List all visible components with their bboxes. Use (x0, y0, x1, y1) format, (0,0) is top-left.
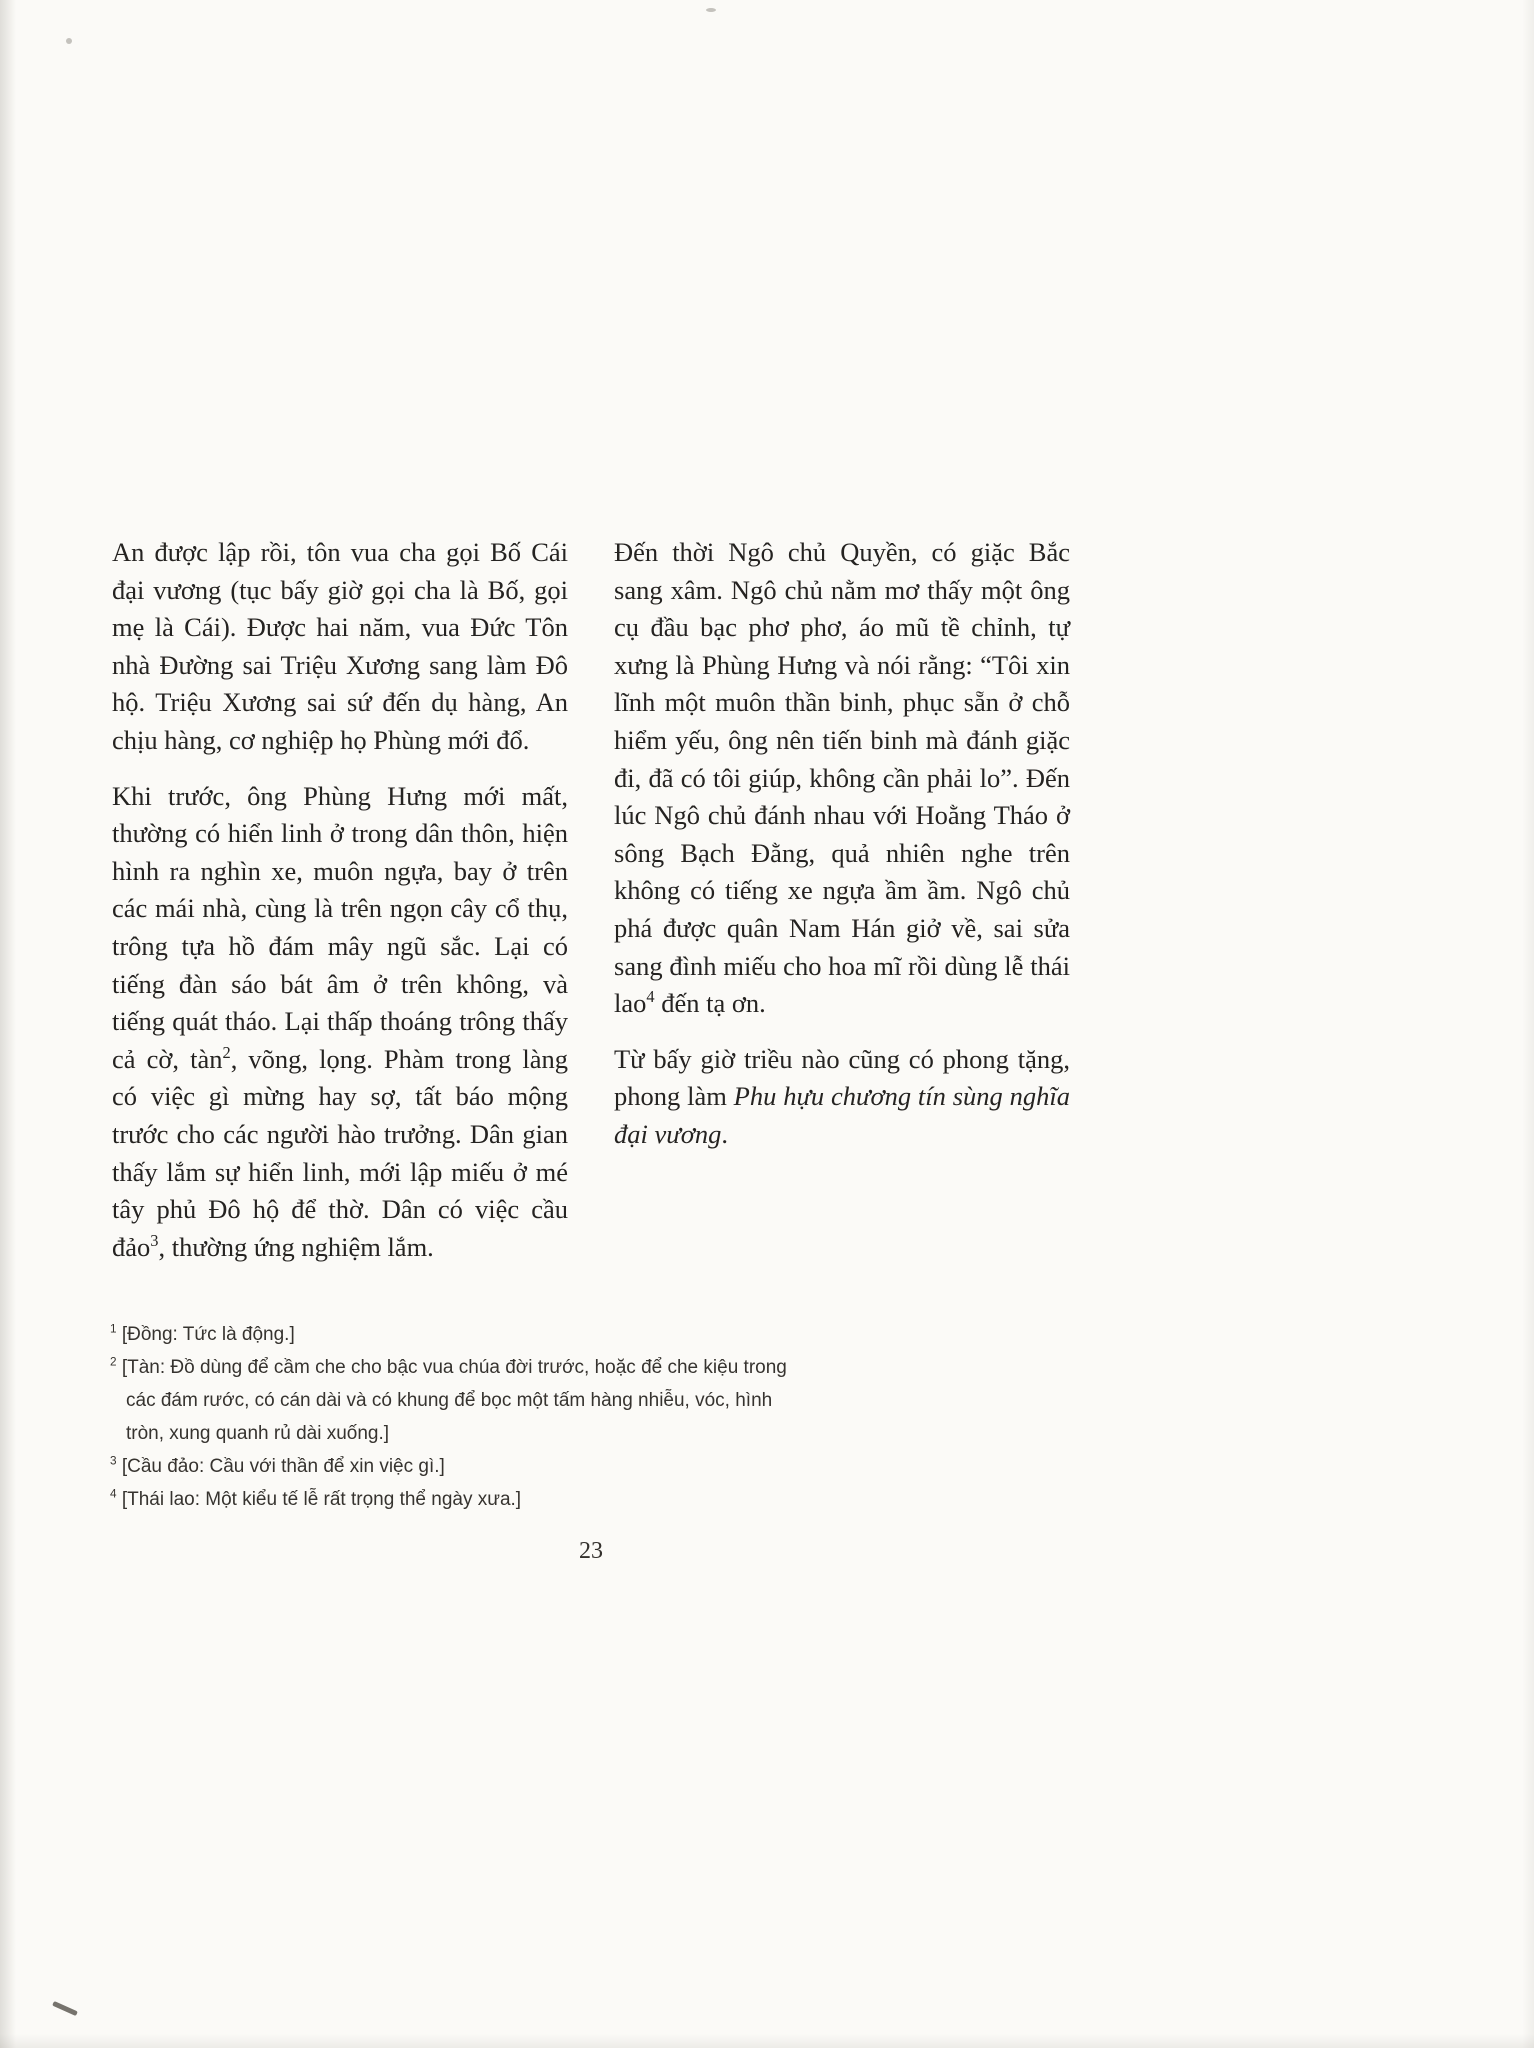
scan-artifact (52, 2001, 78, 2016)
footnote-marker: 4 (646, 987, 655, 1007)
text-run: , thường ứng nghiệm lắm. (158, 1231, 434, 1262)
text-columns (112, 534, 1070, 1266)
text-run: đến tạ ơn. (654, 988, 766, 1019)
text-run: [Đồng: Tức là động.] (116, 1324, 295, 1345)
paragraph (614, 534, 1070, 1023)
scan-speck (706, 8, 716, 12)
footnote-marker: 3 (150, 1230, 159, 1250)
footnotes (110, 1318, 790, 1516)
footnote (110, 1351, 790, 1450)
text-run: Khi trước, ông Phùng Hưng mới mất, thường có hiển linh ở trong dân thôn, hiện hình ra nghìn xe, muôn ngựa, bay ở trên các mái nhà, cùng là trên ngọn cây cổ thụ, trông tựa hồ đám mây ngũ sắc. Lại có tiếng đàn sáo bát âm ở trên không, và tiếng quát tháo. Lại thấp thoáng trông thấy cả cờ, tàn (112, 780, 568, 1074)
scan-speck (66, 38, 72, 44)
paragraph (614, 1041, 1070, 1154)
footnote-marker: 1 (110, 1322, 117, 1336)
footnote-marker: 2 (222, 1042, 231, 1062)
text-run: Đến thời Ngô chủ Quyền, có giặc Bắc sang xâm. Ngô chủ nằm mơ thấy một ông cụ đầu bạc phơ phơ, áo mũ tề chỉnh, tự xưng là Phùng Hưng và nói rằng: “Tôi xin lĩnh một muôn thần binh, phục sẵn ở chỗ hiểm yếu, ông nên tiến binh mà đánh giặc đi, đã có tôi giúp, không cần phải lo”. Đến lúc Ngô chủ đánh nhau với Hoằng Tháo ở sông Bạch Đằng, quả nhiên nghe trên không có tiếng xe ngựa ầm ầm. Ngô chủ phá được quân Nam Hán giở về, sai sửa sang đình miếu cho hoa mĩ rồi dùng lễ thái lao (614, 537, 1070, 1019)
paragraph (112, 778, 568, 1267)
text-run: , võng, lọng. Phàm trong làng có việc gì mừng hay sợ, tất báo mộng trước cho các người hào trưởng. Dân gian thấy lắm sự hiển linh, mới lập miếu ở mé tây phủ Đô hộ để thờ. Dân có việc cầu đảo (112, 1043, 568, 1262)
text-run: [Tàn: Đồ dùng để cầm che cho bậc vua chúa đời trước, hoặc để che kiệu trong các đám rước, có cán dài và có khung để bọc một tấm hàng nhiễu, vóc, hình tròn, xung quanh rủ dài xuống.] (116, 1357, 787, 1444)
left-column (112, 534, 568, 1266)
footnote (110, 1483, 790, 1516)
page-number: 23 (579, 1538, 603, 1564)
footnote-marker: 3 (110, 1454, 117, 1468)
paragraph (112, 534, 568, 760)
footnote-marker: 4 (110, 1487, 117, 1501)
text-run: [Thái lao: Một kiểu tế lễ rất trọng thể ngày xưa.] (116, 1489, 522, 1510)
text-run: Phu hựu chương tín sùng nghĩa đại vương (614, 1081, 1070, 1149)
footnote (110, 1450, 790, 1483)
text-run: An được lập rồi, tôn vua cha gọi Bố Cái đại vương (tục bấy giờ gọi cha là Bố, gọi mẹ là Cái). Được hai năm, vua Đức Tôn nhà Đường sai Triệu Xương sang làm Đô hộ. Triệu Xương sai sứ đến dụ hàng, An chịu hàng, cơ nghiệp họ Phùng mới đổ. (112, 537, 568, 755)
text-run: [Cầu đảo: Cầu với thần để xin việc gì.] (116, 1456, 445, 1477)
text-run: Từ bấy giờ triều nào cũng có phong tặng, phong làm (614, 1043, 1070, 1112)
footnote-marker: 2 (110, 1355, 117, 1369)
text-run: . (721, 1118, 728, 1149)
footnote (110, 1318, 790, 1351)
right-column (614, 534, 1070, 1266)
